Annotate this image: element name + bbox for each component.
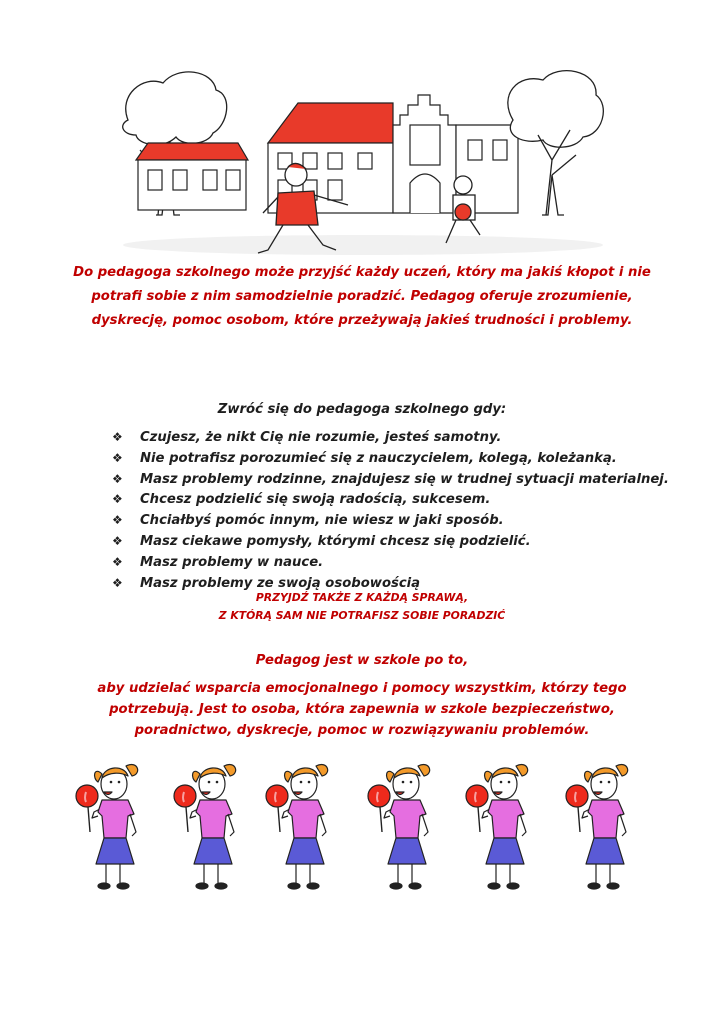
- list-item: [112, 510, 669, 531]
- notice-line: PRZYJDŹ TAKŻE Z KAŻDĄ SPRAWĄ,: [255, 591, 469, 604]
- right-tree: [508, 71, 603, 215]
- also-notice: [0, 589, 724, 625]
- diamond-bullet-icon: ❖: [112, 492, 123, 507]
- intro-line: potrafi sobie z nim samodzielnie poradzić. Pedagog oferuje zrozumienie,: [91, 289, 633, 304]
- purpose-heading: Pedagog jest w szkole po to,: [255, 653, 469, 668]
- list-item: [112, 552, 669, 573]
- diamond-bullet-icon: ❖: [112, 533, 123, 548]
- list-item-text: Masz problemy rodzinne, znajdujesz się w trudnej sytuacji materialnej.: [140, 471, 669, 487]
- purpose-line: potrzebują. Jest to osoba, która zapewnia w szkole bezpieczeństwo,: [109, 702, 615, 717]
- diamond-bullet-icon: ❖: [112, 575, 123, 590]
- list-item-text: Masz problemy ze swoją osobowością: [140, 575, 421, 591]
- girl-with-lollipop-illustration: [72, 752, 152, 902]
- list-item: [112, 531, 669, 552]
- diamond-bullet-icon: ❖: [112, 450, 123, 465]
- school-illustration: [118, 65, 608, 260]
- list-item: [112, 427, 669, 448]
- when-heading: Zwróć się do pedagoga szkolnego gdy:: [217, 402, 507, 417]
- girl-with-lollipop-illustration: [262, 752, 342, 902]
- list-item: [112, 489, 669, 510]
- intro-line: Do pedagoga szkolnego może przyjść każdy uczeń, który ma jakiś kłopot i nie: [73, 265, 651, 280]
- diamond-bullet-icon: ❖: [112, 513, 123, 528]
- diamond-bullet-icon: ❖: [112, 430, 123, 444]
- list-item-text: Nie potrafisz porozumieć się z nauczycielem, kolegą, koleżanką.: [140, 450, 617, 466]
- girl-with-lollipop-illustration: [170, 752, 250, 902]
- intro-line: dyskrecję, pomoc osobom, które przeżywają jakieś trudności i problemy.: [91, 313, 633, 328]
- girl-with-lollipop-illustration: [364, 752, 444, 902]
- list-item-text: Czujesz, że nikt Cię nie rozumie, jesteś samotny.: [140, 430, 502, 445]
- girl-with-lollipop-illustration: [462, 752, 542, 902]
- purpose-line: poradnictwo, dyskrecje, pomoc w rozwiązywaniu problemów.: [134, 723, 590, 738]
- list-item: [112, 448, 669, 469]
- list-item-text: Chcesz podzielić się swoją radością, sukcesem.: [140, 492, 491, 508]
- left-building: [136, 143, 248, 210]
- girls-illustration-row: [72, 752, 662, 902]
- reasons-list: [112, 427, 669, 593]
- intro-paragraph: [60, 261, 664, 333]
- list-item: [112, 469, 669, 490]
- notice-line: Z KTÓRĄ SAM NIE POTRAFISZ SOBIE PORADZIĆ: [218, 609, 506, 622]
- purpose-line: aby udzielać wsparcia emocjonalnego i pomocy wszystkim, którzy tego: [97, 681, 627, 696]
- girl-with-lollipop-illustration: [562, 752, 642, 902]
- diamond-bullet-icon: ❖: [112, 471, 123, 486]
- diamond-bullet-icon: ❖: [112, 554, 123, 569]
- purpose-paragraph: [60, 678, 664, 741]
- list-item-text: Masz problemy w nauce.: [140, 554, 324, 570]
- list-item-text: Masz ciekawe pomysły, którymi chcesz się podzielić.: [140, 533, 531, 549]
- list-item-text: Chciałbyś pomóc innym, nie wiesz w jaki sposób.: [140, 513, 504, 529]
